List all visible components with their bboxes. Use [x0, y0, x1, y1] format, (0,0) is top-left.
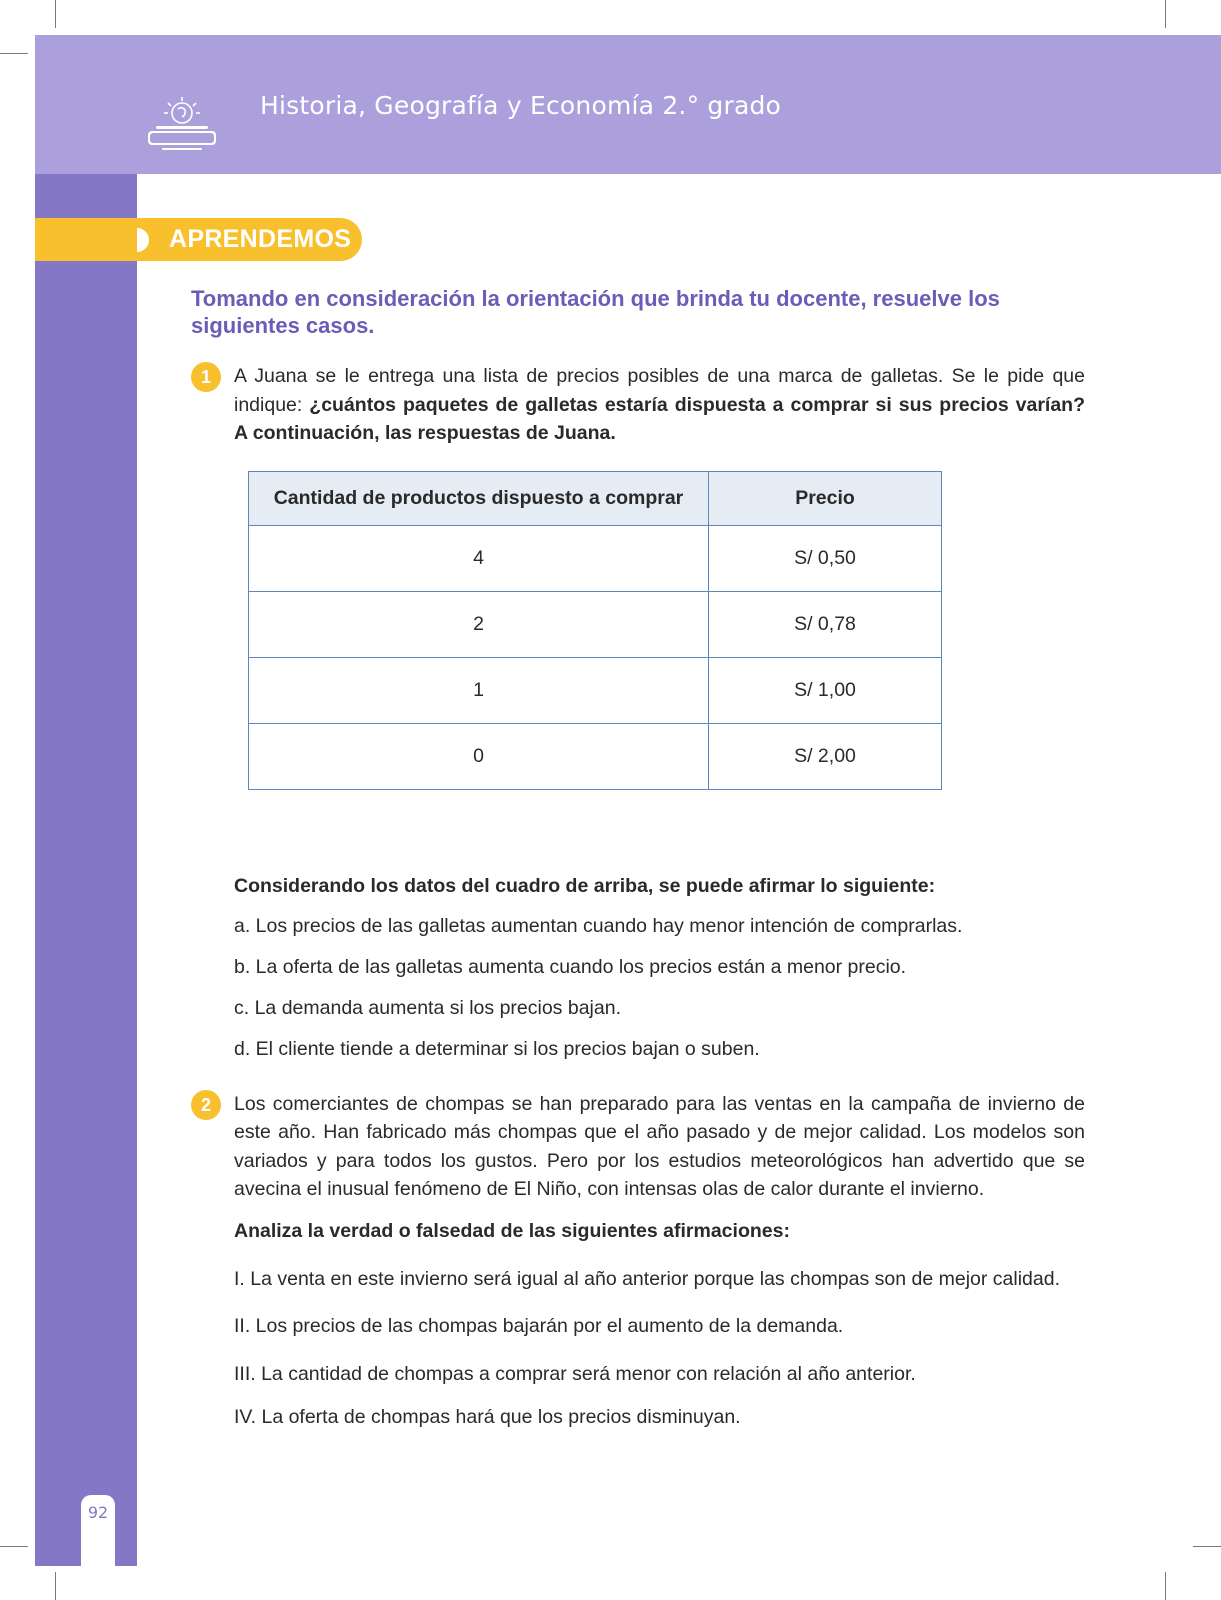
table-cell-quantity: 1	[249, 657, 709, 723]
price-quantity-table	[248, 471, 942, 790]
statement-i: I. La venta en este invierno será igual al año anterior porque las chompas son de mejor calidad.	[234, 1267, 1060, 1290]
jornada-escolar-completa-logo	[142, 95, 222, 155]
question-2-text: Los comerciantes de chompas se han preparado para las ventas en la campaña de invierno de este año. Han fabricado más chompas que el año pasado y de mejor calidad. Los modelos son variados y para todos los gustos. Pero por los estudios meteorológicos han advertido que se avecina el inusual fenómeno de El Niño, con intensas olas de calor durante el invierno.	[234, 1092, 1085, 1200]
crop-mark	[1165, 0, 1166, 28]
statement-ii: II. Los precios de las chompas bajarán por el aumento de la demanda.	[234, 1314, 844, 1337]
question-number-badge: 1	[191, 362, 221, 392]
table-row	[249, 723, 942, 789]
option-d: d. El cliente tiende a determinar si los precios bajan o suben.	[234, 1037, 760, 1060]
question-1-subheading: Considerando los datos del cuadro de arriba, se puede afirmar lo siguiente:	[234, 874, 936, 897]
crop-mark	[55, 0, 56, 28]
question-2-subheading: Analiza la verdad o falsedad de las siguientes afirmaciones:	[234, 1219, 790, 1242]
table-cell-quantity: 0	[249, 723, 709, 789]
table-row	[249, 525, 942, 591]
option-b: b. La oferta de las galletas aumenta cuando los precios están a menor precio.	[234, 955, 907, 978]
crop-mark	[0, 53, 28, 54]
crop-mark	[0, 1546, 28, 1547]
option-a: a. Los precios de las galletas aumentan cuando hay menor intención de comprarlas.	[234, 914, 963, 937]
question-1-text: A Juana se le entrega una lista de precios posibles de una marca de galletas. Se le pide que indique:	[234, 365, 1085, 416]
main-content	[191, 285, 1085, 1429]
page-number: 92	[87, 1503, 109, 1522]
table-header-price: Precio	[709, 471, 942, 525]
table-cell-price: S/ 1,00	[709, 657, 942, 723]
table-header-row	[249, 471, 942, 525]
section-label: APRENDEMOS	[169, 225, 352, 253]
table-cell-price: S/ 2,00	[709, 723, 942, 789]
book-title: Historia, Geografía y Economía 2.° grado	[260, 91, 782, 120]
table-cell-price: S/ 0,50	[709, 525, 942, 591]
crop-mark	[55, 1572, 56, 1600]
table-row	[249, 657, 942, 723]
header-band	[35, 35, 1221, 174]
question-1-bold-text: ¿cuántos paquetes de galletas estaría dispuesta a comprar si sus precios varían? A continuación, las respuestas de Juana.	[234, 393, 1086, 444]
table-header-quantity: Cantidad de productos dispuesto a comprar	[249, 471, 709, 525]
table-row	[249, 591, 942, 657]
left-sidebar	[35, 174, 137, 1566]
table-cell-quantity: 4	[249, 525, 709, 591]
intro-instruction: Tomando en consideración la orientación que brinda tu docente, resuelve los siguientes casos.	[191, 286, 1000, 338]
question-2	[191, 1090, 1085, 1204]
crop-mark	[1165, 1572, 1166, 1600]
table-cell-price: S/ 0,78	[709, 591, 942, 657]
option-c: c. La demanda aumenta si los precios bajan.	[234, 996, 621, 1019]
question-1	[191, 362, 1085, 448]
statement-iv: IV. La oferta de chompas hará que los precios disminuyan.	[234, 1405, 741, 1428]
table-cell-quantity: 2	[249, 591, 709, 657]
question-number-badge: 2	[191, 1090, 221, 1120]
statement-iii: III. La cantidad de chompas a comprar será menor con relación al año anterior.	[234, 1362, 916, 1385]
crop-mark	[1193, 1546, 1221, 1547]
